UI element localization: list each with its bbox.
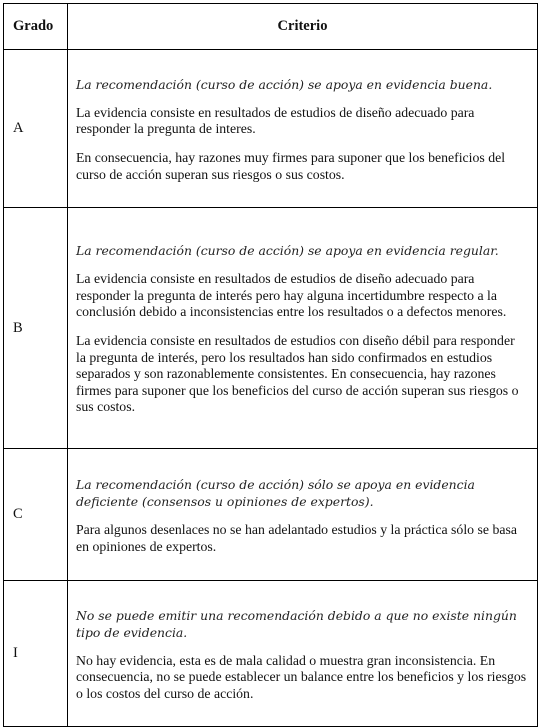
criterion-paragraph: La evidencia consiste en resultados de estudios de diseño adecuado para responder la pregunta de interes. [76,104,475,137]
criterion-lead-text: La recomendación (curso de acción) se apoya en evidencia regular. [76,243,499,259]
grade-cell: I [4,581,68,727]
criterion-cell [68,449,538,581]
criterion-lead-text: La recomendación (curso de acción) sólo se apoya en evidencia deficiente (consensos u opiniones de expertos). [76,476,475,509]
table-row-grade-c [4,449,538,581]
grade-cell: C [4,449,68,581]
table-row-grade-i [4,581,538,727]
criterion-lead-text: No se puede emitir una recomendación debido a que no existe ningún tipo de evidencia. [76,607,517,640]
criterion-cell [68,581,538,727]
criterion-paragraph: No hay evidencia, esta es de mala calidad o muestra gran inconsistencia. En consecuencia, no se puede establecer un balance entre los beneficios y los riesgos o los costos del curso de acción. [76,652,527,701]
criterion-paragraph: Para algunos desenlaces no se han adelantado estudios y la práctica sólo se basa en opiniones de expertos. [76,521,517,554]
header-row [4,4,538,50]
grades-table [3,3,538,727]
criterion-cell [68,208,538,449]
table-row-grade-a [4,50,538,208]
grade-column-header: Grado [4,4,68,50]
criterion-cell [68,50,538,208]
table-row-grade-b [4,208,538,449]
criterion-paragraph: La evidencia consiste en resultados de estudios de diseño adecuado para responder la pregunta de interés pero hay alguna incertidumbre respecto a la conclusión debido a inconsistencias entre los resultados o a defectos menores. [76,271,507,320]
criterion-lead-text: La recomendación (curso de acción) se apoya en evidencia buena. [76,76,493,92]
grade-cell: A [4,50,68,208]
grade-cell: B [4,208,68,449]
criterion-column-header: Criterio [68,4,538,50]
criterion-paragraph: La evidencia consiste en resultados de estudios con diseño débil para responder la pregunta de interés, pero los resultados han sido confirmados en estudios separados y son razonablemente consistentes. En consecuencia, hay razones firmes para suponer que los beneficios del curso de acción superan sus riesgos o sus costos. [76,332,519,415]
criterion-paragraph: En consecuencia, hay razones muy firmes para suponer que los beneficios del curso de acción superan sus riesgos o sus costos. [76,150,506,182]
